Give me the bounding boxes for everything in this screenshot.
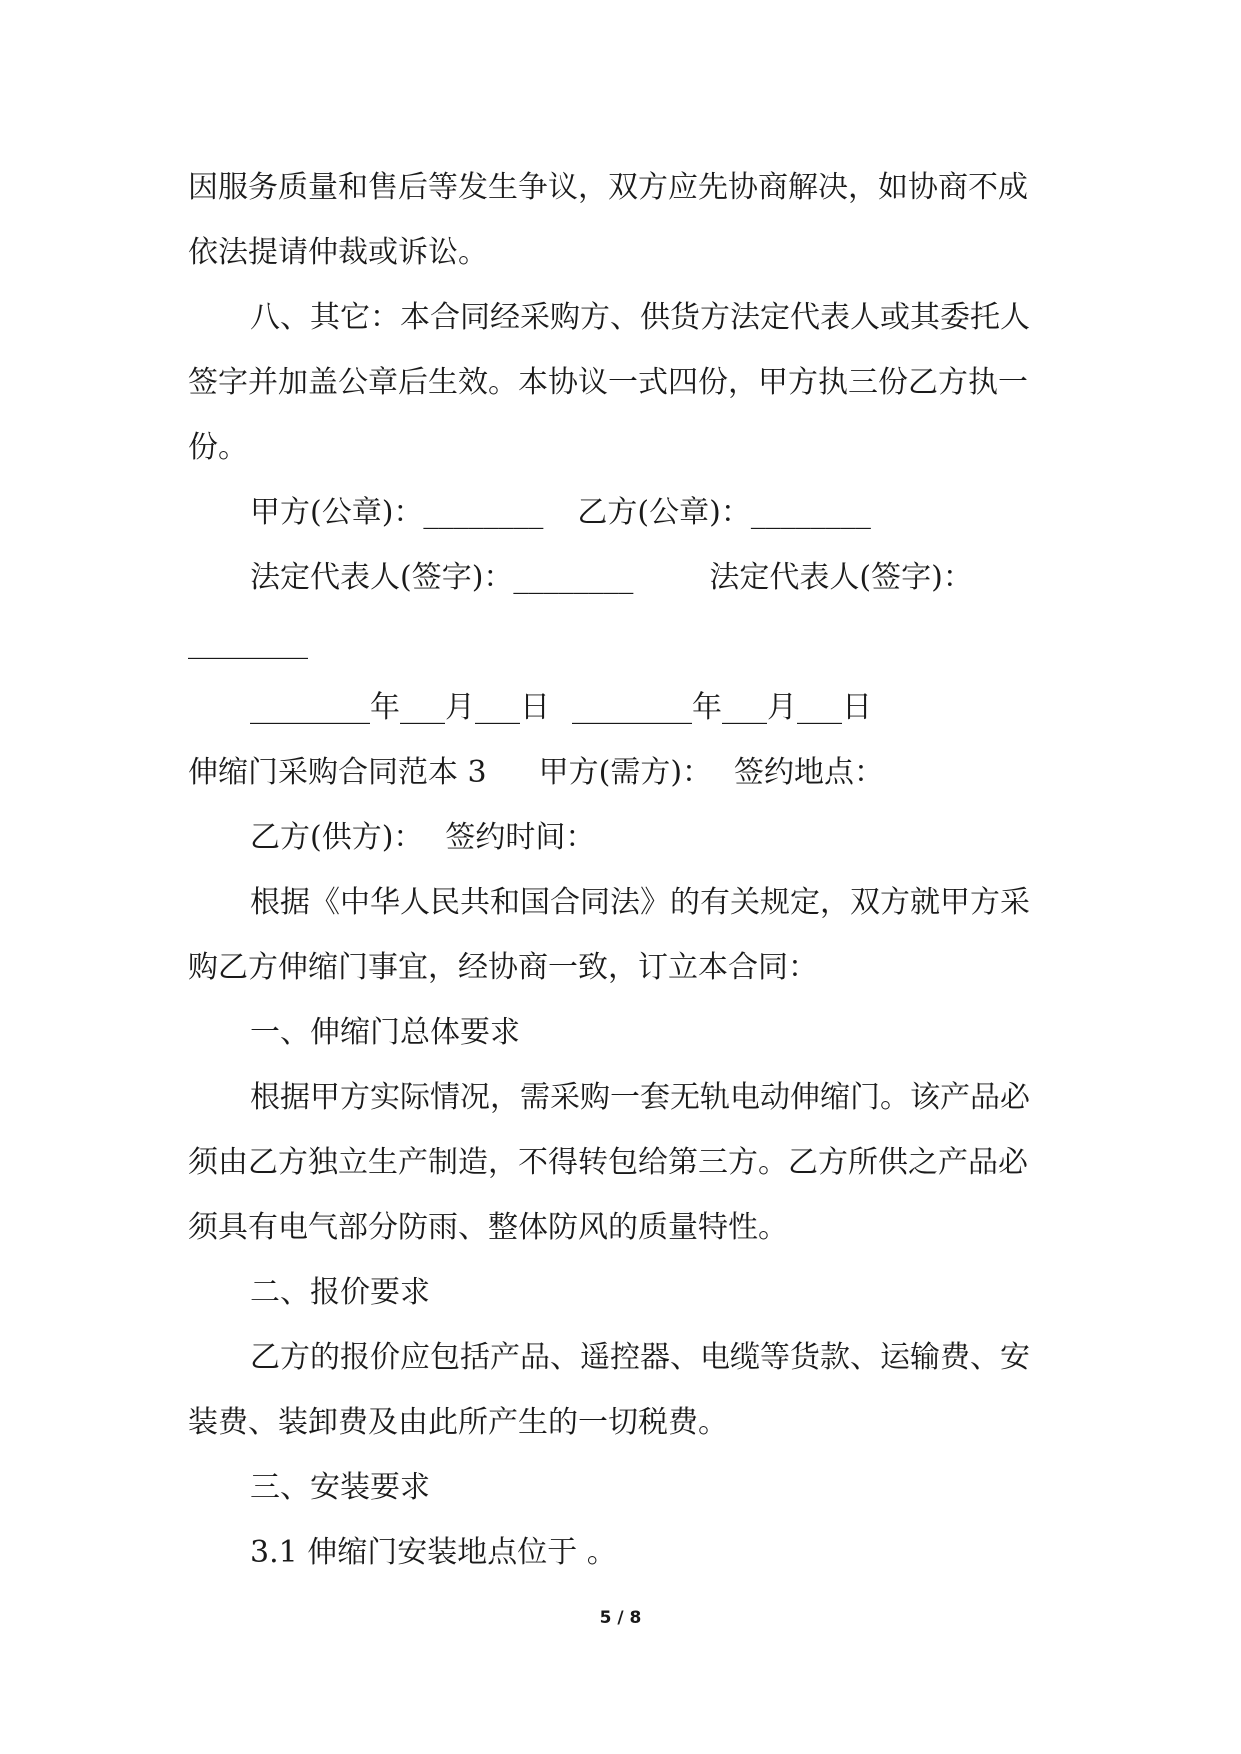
paragraph-line: 份。	[188, 430, 248, 465]
paragraph-line: 须具有电气部分防雨、整体防风的质量特性。	[188, 1210, 788, 1245]
contract-title: 伸缩门采购合同范本 3	[188, 755, 487, 790]
paragraph-line: 乙方的报价应包括产品、遥控器、电缆等货款、运输费、安	[250, 1340, 1030, 1375]
representative-line	[188, 545, 1058, 610]
date-b: ________年___月___日	[572, 690, 872, 725]
party-a-seal: 甲方(公章)：________	[250, 495, 544, 530]
party-b-line	[188, 805, 1058, 870]
page-number: 5 / 8	[599, 1608, 642, 1628]
party-b-representative: 法定代表人(签字)：	[709, 560, 973, 595]
date-line	[188, 675, 1058, 740]
paragraph-line: 装费、装卸费及由此所产生的一切税费。	[188, 1405, 728, 1440]
paragraph-line: 根据《中华人民共和国合同法》的有关规定，双方就甲方采	[250, 885, 1030, 920]
paragraph-line: 依法提请仲裁或诉讼。	[188, 235, 488, 270]
paragraph-line: 3.1 伸缩门安装地点位于 。	[250, 1535, 617, 1570]
party-a-representative: 法定代表人(签字)：________	[250, 560, 634, 595]
date-a: ________年___月___日	[250, 690, 550, 725]
paragraph-line: 签字并加盖公章后生效。本协议一式四份，甲方执三份乙方执一	[188, 365, 1028, 400]
party-a-label: 甲方(需方)：	[538, 755, 713, 790]
party-b-seal: 乙方(公章)：________	[577, 495, 871, 530]
party-b-label: 乙方(供方)：	[250, 820, 424, 855]
paragraph-line: 须由乙方独立生产制造，不得转包给第三方。乙方所供之产品必	[188, 1145, 1028, 1180]
paragraph-line: 购乙方伸缩门事宜，经协商一致，订立本合同：	[188, 950, 818, 985]
paragraph-line: 八、其它：本合同经采购方、供货方法定代表人或其委托人	[250, 300, 1030, 335]
section-heading: 一、伸缩门总体要求	[250, 1015, 520, 1050]
contract-heading-line	[188, 740, 1058, 805]
section-heading: 三、安装要求	[250, 1470, 430, 1505]
representative-blank: ________	[188, 625, 308, 660]
document-body	[188, 155, 1058, 1585]
seal-line	[188, 480, 1058, 545]
section-heading: 二、报价要求	[250, 1275, 430, 1310]
sign-place-label: 签约地点：	[734, 755, 885, 790]
paragraph-line: 根据甲方实际情况，需采购一套无轨电动伸缩门。该产品必	[250, 1080, 1030, 1115]
paragraph-line: 因服务质量和售后等发生争议，双方应先协商解决，如协商不成	[188, 170, 1028, 205]
sign-time-label: 签约时间：	[445, 820, 596, 855]
